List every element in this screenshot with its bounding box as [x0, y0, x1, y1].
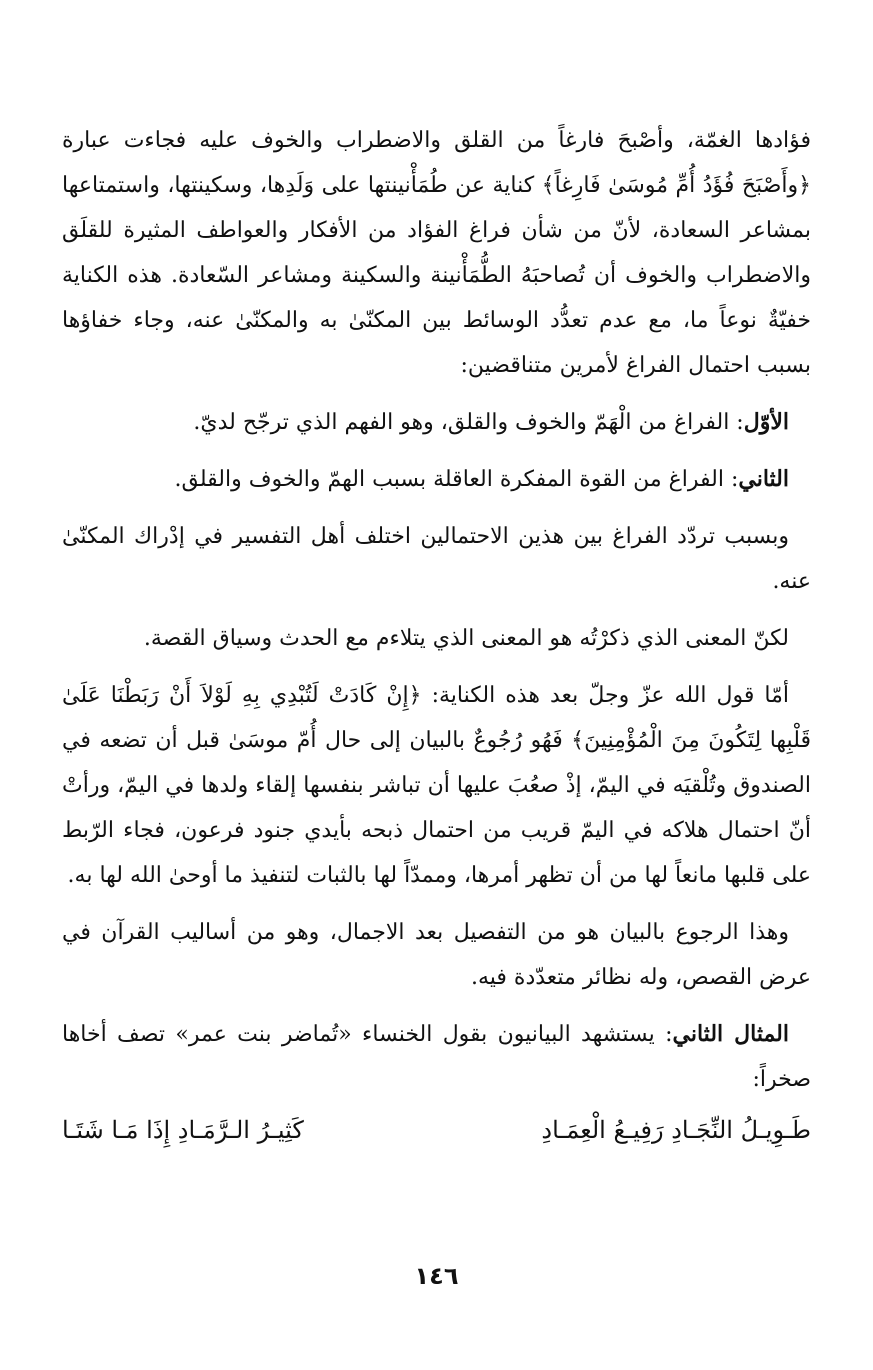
paragraph-intro: [62, 118, 811, 388]
paragraph-lead: الثاني: [738, 466, 789, 492]
verse-second-hemistich: كَثِيـرُ الـرَّمَـادِ إِذَا مَـا شَتَـا: [62, 1116, 304, 1144]
paragraph-text: : الفراغ من الْهَمّ والخوف والقلق، وهو الفهم الذي ترجّح لديّ.: [193, 410, 744, 435]
paragraph-second-example: [62, 1012, 811, 1102]
poetry-verse: [62, 1106, 811, 1154]
paragraph-author-view: [62, 616, 811, 661]
verse-first-hemistich: طَـوِيـلُ النِّجَـادِ رَفِيـعُ الْعِمَـادِ: [541, 1116, 811, 1144]
paragraph-lead: الأوّل: [743, 409, 789, 435]
paragraph-text: فؤادها الغمّة، وأصْبحَ فارغاً من القلق والاضطراب والخوف عليه فجاءت عبارة ﴿وأَصْبَحَ فُؤَدُ أُمِّ مُوسَىٰ فَارِغاً﴾ كناية عن طُمَأْنينتها على وَلَدِها، وسكينتها، واستمتاعها بمشاعر السعادة، لأنّ من شأن فراغ الفؤاد من الأفكار والعواطف المثيرة للقلَق والاضطراب والخوف أن تُصاحبَهُ الطُّمَأْنينة والسكينة ومشاعر السّعادة. هذه الكناية خفيّةٌ نوعاً ما، مع عدم تعدُّد الوسائط بين المكنّىٰ به والمكنّىٰ عنه، وجاء خفاؤها بسبب احتمال الفراغ لأمرين متناقضين:: [62, 128, 811, 378]
paragraph-second-meaning: [62, 457, 811, 502]
paragraph-text: أمّا قول الله عزّ وجلّ بعد هذه الكناية: ﴿إِنْ كَادَتْ لَتُبْدِي بِهِ لَوْلاَ أَنْ رَبَطْنَا عَلَىٰ قَلْبِها لِتَكُونَ مِنَ الْمُؤْمِنِينَ﴾ فَهُو رُجُوعٌ بالبيان إلى حال أُمّ موسَىٰ قبل أن تضعه في الصندوق وتُلْقيَه في اليمّ، إذْ صعُبَ عليها أن تباشر بنفسها إلقاء ولدها في اليمّ، ورأتْ أنّ احتمال هلاكه في اليمّ قريب من احتمال ذبحه بأيدي جنود فرعون، فجاء الرّبط على قلبها مانعاً لها من أن تظهر أمرها، وممدّاً لها بالثبات لتنفيذ ما أوحىٰ الله لها به.: [62, 683, 811, 888]
paragraph-interpretation: [62, 514, 811, 604]
paragraph-text: : يستشهد البيانيون بقول الخنساء «تُماضر بنت عمر» تصف أخاها صخراً:: [62, 1022, 811, 1092]
paragraph-lead: المثال الثاني: [672, 1021, 789, 1047]
paragraph-first-meaning: [62, 400, 811, 445]
paragraph-text: : الفراغ من القوة المفكرة العاقلة بسبب الهمّ والخوف والقلق.: [174, 467, 739, 492]
page-number: ١٤٦: [414, 1262, 459, 1290]
paragraph-quran-verse: [62, 673, 811, 898]
paragraph-text: وهذا الرجوع بالبيان هو من التفصيل بعد الاجمال، وهو من أساليب القرآن في عرض القصص، وله نظائر متعدّدة فيه.: [62, 920, 811, 990]
paragraph-text: لكنّ المعنى الذي ذكرْتُه هو المعنى الذي يتلاءم مع الحدث وسياق القصة.: [143, 626, 789, 651]
paragraph-text: وبسبب تردّد الفراغ بين هذين الاحتمالين اختلف أهل التفسير في إدْراك المكنّىٰ عنه.: [62, 524, 811, 594]
paragraph-detail-after-summary: [62, 910, 811, 1000]
